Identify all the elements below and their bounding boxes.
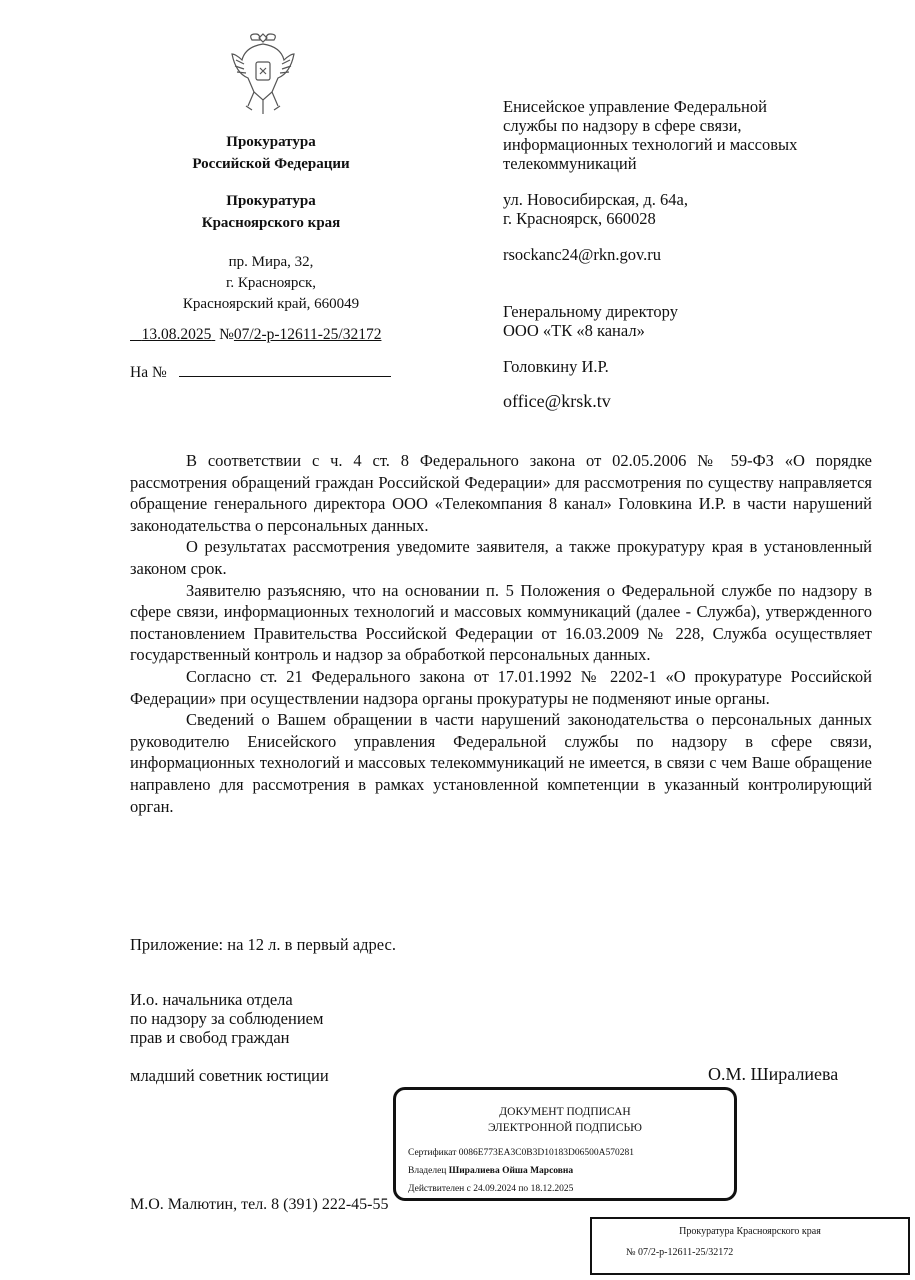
sender-org-1-line1: Прокуратура (226, 134, 316, 150)
attachment-note: Приложение: на 12 л. в первый адрес. (130, 935, 396, 954)
esign-valid-to-label: по (518, 1184, 529, 1194)
signatory-title-line1: И.о. начальника отдела (130, 990, 293, 1009)
recipient-agency-address-line2: г. Красноярск, 660028 (503, 209, 656, 228)
recipient-agency-email: rsockanc24@rkn.gov.ru (503, 245, 661, 264)
body-paragraph-1: В соответствии с ч. 4 ст. 8 Федерального закона от 02.05.2006 № 59-ФЗ «О порядке рассмотрения обращений граждан Российской Федерации» для рассмотрения по существу направляется обращение генерального директора ООО «Телекомпания 8 канал» Головкина И.Р. в части нарушений законодательства о персональных данных. (130, 451, 872, 535)
body-paragraph-4: Согласно ст. 21 Федерального закона от 17.01.1992 № 2202-1 «О прокуратуре Российской Федерации» при осуществлении надзора органы прокуратуры не подменяют иные органы. (130, 666, 872, 708)
esign-owner (408, 1166, 573, 1176)
executor-contact: М.О. Малютин, тел. 8 (391) 222-45-55 (130, 1196, 389, 1213)
sender-org-2-line2: Красноярского края (201, 215, 341, 231)
sender-address (130, 252, 412, 315)
recipient-addressee-line2: ООО «ТК «8 канал» (503, 321, 645, 340)
esign-cert-value: 0086E773EA3C0B3D10183D06500A570281 (458, 1148, 634, 1158)
registration-date: 13.08.2025 (141, 326, 212, 343)
signatory-title-line2: по надзору за соблюдением (130, 1009, 324, 1028)
reply-to-label: На № (130, 364, 167, 381)
registration-number: 07/2-р-12611-25/32172 (233, 326, 382, 343)
body-paragraph-3: Заявителю разъясняю, что на основании п. 5 Положения о Федеральной службе по надзору в сфере связи, информационных технологий и массовых коммуникаций (далее - Служба), утвержденного постановлением Правительства Российской Федерации от 16.03.2009 № 228, Служба осуществляет государственный контроль и надзор за обработкой персональных данных. (130, 580, 872, 665)
registration-number-prefix: № (219, 326, 234, 343)
esign-heading-line2: ЭЛЕКТРОННОЙ ПОДПИСЬЮ (488, 1122, 642, 1134)
reg-stamp-number-line (626, 1247, 733, 1258)
recipient-addressee-email: office@krsk.tv (503, 391, 611, 411)
esign-heading (396, 1104, 734, 1136)
esign-valid-to: 18.12.2025 (530, 1184, 574, 1194)
recipient-agency-address-line1: ул. Новосибирская, д. 64а, (503, 190, 688, 209)
letter-body (130, 450, 872, 817)
registration-line (130, 326, 381, 344)
recipient-addressee (503, 302, 883, 340)
esign-valid-from-label: с (466, 1184, 471, 1194)
sender-address-line1: пр. Мира, 32, (228, 254, 314, 270)
esign-certificate (408, 1148, 634, 1158)
incoming-registration-stamp (590, 1217, 910, 1275)
esign-valid-from: 24.09.2024 (473, 1184, 516, 1194)
signatory-name: О.М. Ширалиева (708, 1064, 839, 1084)
recipient-agency-address (503, 190, 883, 228)
recipient-addressee-line1: Генеральному директору (503, 302, 678, 321)
esign-cert-label: Сертификат (408, 1148, 457, 1158)
sender-org-2 (130, 190, 412, 234)
reply-to-line (130, 362, 391, 382)
reply-to-blank (179, 362, 391, 377)
body-paragraph-2: О результатах рассмотрения уведомите заявителя, а также прокуратуру края в установленный законом срок. (130, 537, 872, 578)
electronic-signature-stamp (393, 1087, 737, 1201)
esign-valid-label: Действителен (408, 1184, 465, 1194)
esign-owner-label: Владелец (408, 1166, 447, 1176)
recipient-agency-line2: службы по надзору в сфере связи, (503, 116, 742, 135)
body-paragraph-5: Сведений о Вашем обращении в части нарушений законодательства о персональных данных руководителю Енисейского управления Федеральной службы по надзору в сфере связи, информационных технологий и массовых телекоммуникаций не имеется, в связи с чем Ваше обращение направлено для рассмотрения в рамках установленной компетенции в указанный контролирующий орган. (130, 710, 872, 816)
reg-stamp-number-prefix: № (626, 1247, 636, 1258)
recipient-agency (503, 97, 883, 173)
recipient-agency-line1: Енисейское управление Федеральной (503, 97, 767, 116)
reg-stamp-number: 07/2-р-12611-25/32172 (638, 1247, 734, 1258)
signatory-rank: младший советник юстиции (130, 1066, 329, 1085)
esign-owner-value: Ширалиева Ойша Марсовна (448, 1166, 574, 1176)
signatory-title (130, 990, 323, 1047)
recipient-agency-line4: телекоммуникаций (503, 154, 637, 173)
recipient-addressee-name: Головкину И.Р. (503, 357, 609, 376)
recipient-agency-line3: информационных технологий и массовых (503, 135, 798, 154)
sender-org-1 (130, 131, 412, 175)
esign-heading-line1: ДОКУМЕНТ ПОДПИСАН (499, 1106, 631, 1118)
sender-org-2-line1: Прокуратура (226, 193, 316, 209)
reg-stamp-org: Прокуратура Красноярского края (679, 1226, 821, 1237)
sender-address-line3: Красноярский край, 660049 (182, 296, 360, 312)
esign-validity (408, 1184, 573, 1194)
coat-of-arms-emblem (230, 30, 296, 120)
sender-org-1-line2: Российской Федерации (192, 156, 350, 172)
signatory-title-line3: прав и свобод граждан (130, 1028, 290, 1047)
sender-address-line2: г. Красноярск, (225, 275, 317, 291)
